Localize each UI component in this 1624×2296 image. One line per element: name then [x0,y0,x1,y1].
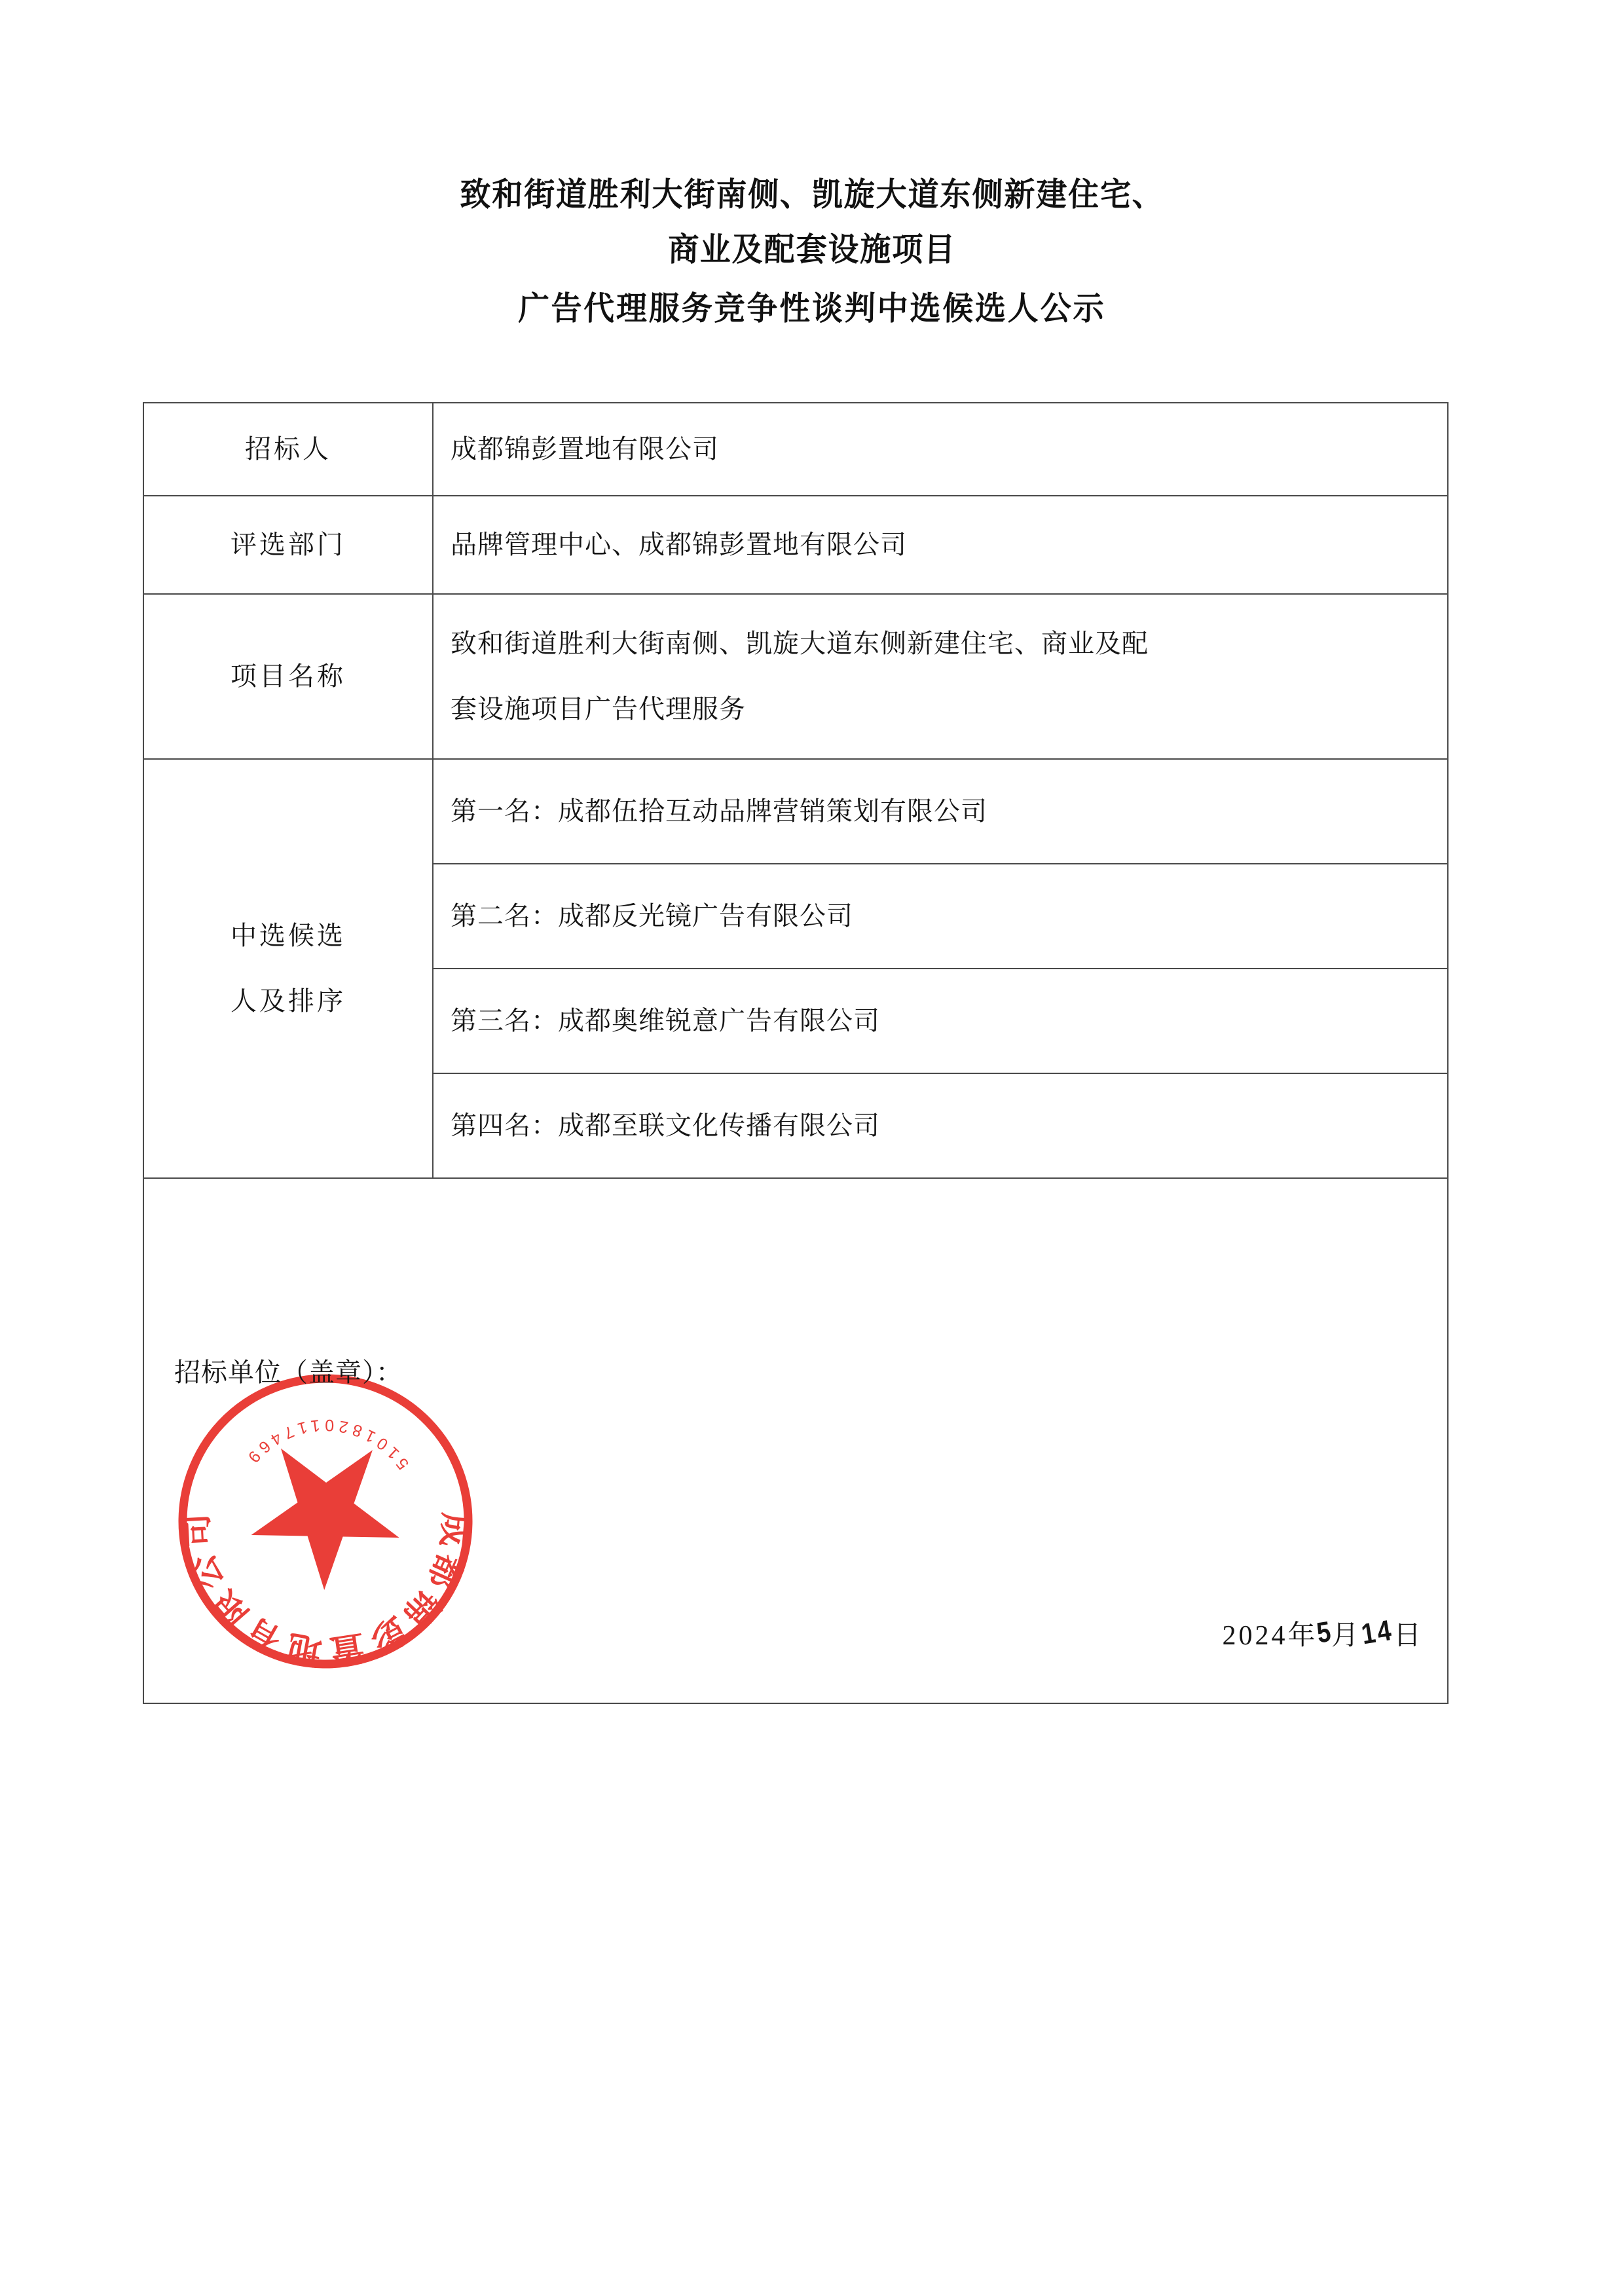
company-seal-stamp [169,1365,482,1678]
date-year-suffix: 年 [1287,1621,1318,1651]
table-row [143,403,1448,496]
page-title [0,167,1624,336]
row-label-tenderer: 招标人 [143,403,433,496]
project-name-line-2: 套设施项目广告代理服务 [451,694,746,724]
signature-area [144,1179,1447,1703]
row-label-project-name: 项目名称 [143,594,433,759]
row-value-review-dept: 品牌管理中心、成都锦彭置地有限公司 [433,496,1448,594]
candidate-rank-3: 第三名：成都奥维锐意广告有限公司 [433,969,1448,1073]
signature-cell [143,1178,1448,1703]
date-day-suffix: 日 [1393,1621,1424,1651]
table-row-signature [143,1178,1448,1703]
candidate-rank-1: 第一名：成都伍拾互动品牌营销策划有限公司 [433,759,1448,864]
svg-text:成都锦彭置地有限公司: 成都锦彭置地有限公司 [176,1507,475,1671]
date-month-suffix: 月 [1331,1621,1362,1651]
table-row [143,594,1448,759]
table-row [143,759,1448,864]
date-day-handwritten: 14 [1359,1614,1396,1651]
date-year: 2024 [1222,1621,1288,1651]
title-line-3: 广告代理服务竞争性谈判中选候选人公示 [518,290,1106,327]
title-line-1: 致和街道胜利大街南侧、凯旋大道东侧新建住宅、 [459,176,1165,213]
row-value-project-name [433,594,1448,759]
seal-label: 招标单位（盖章）： [174,1358,403,1387]
row-label-review-dept: 评选部门 [143,496,433,594]
candidate-rank-4: 第四名：成都至联文化传播有限公司 [433,1073,1448,1178]
signature-date [1223,1614,1424,1657]
date-month-handwritten: 5 [1314,1615,1335,1650]
row-value-tenderer: 成都锦彭置地有限公司 [433,403,1448,496]
candidate-rank-2: 第二名：成都反光镜广告有限公司 [433,864,1448,969]
candidates-label-line-2: 人及排序 [231,986,346,1016]
candidates-label-line-1: 中选候选 [231,921,346,950]
row-label-candidates [143,759,433,1178]
title-line-2: 商业及配套设施项目 [667,231,957,268]
project-name-line-1: 致和街道胜利大街南侧、凯旋大道东侧新建住宅、商业及配 [451,629,1149,658]
announcement-table [143,402,1449,1704]
table-row [143,496,1448,594]
svg-text:5101820117469: 5101820117469 [240,1415,413,1473]
